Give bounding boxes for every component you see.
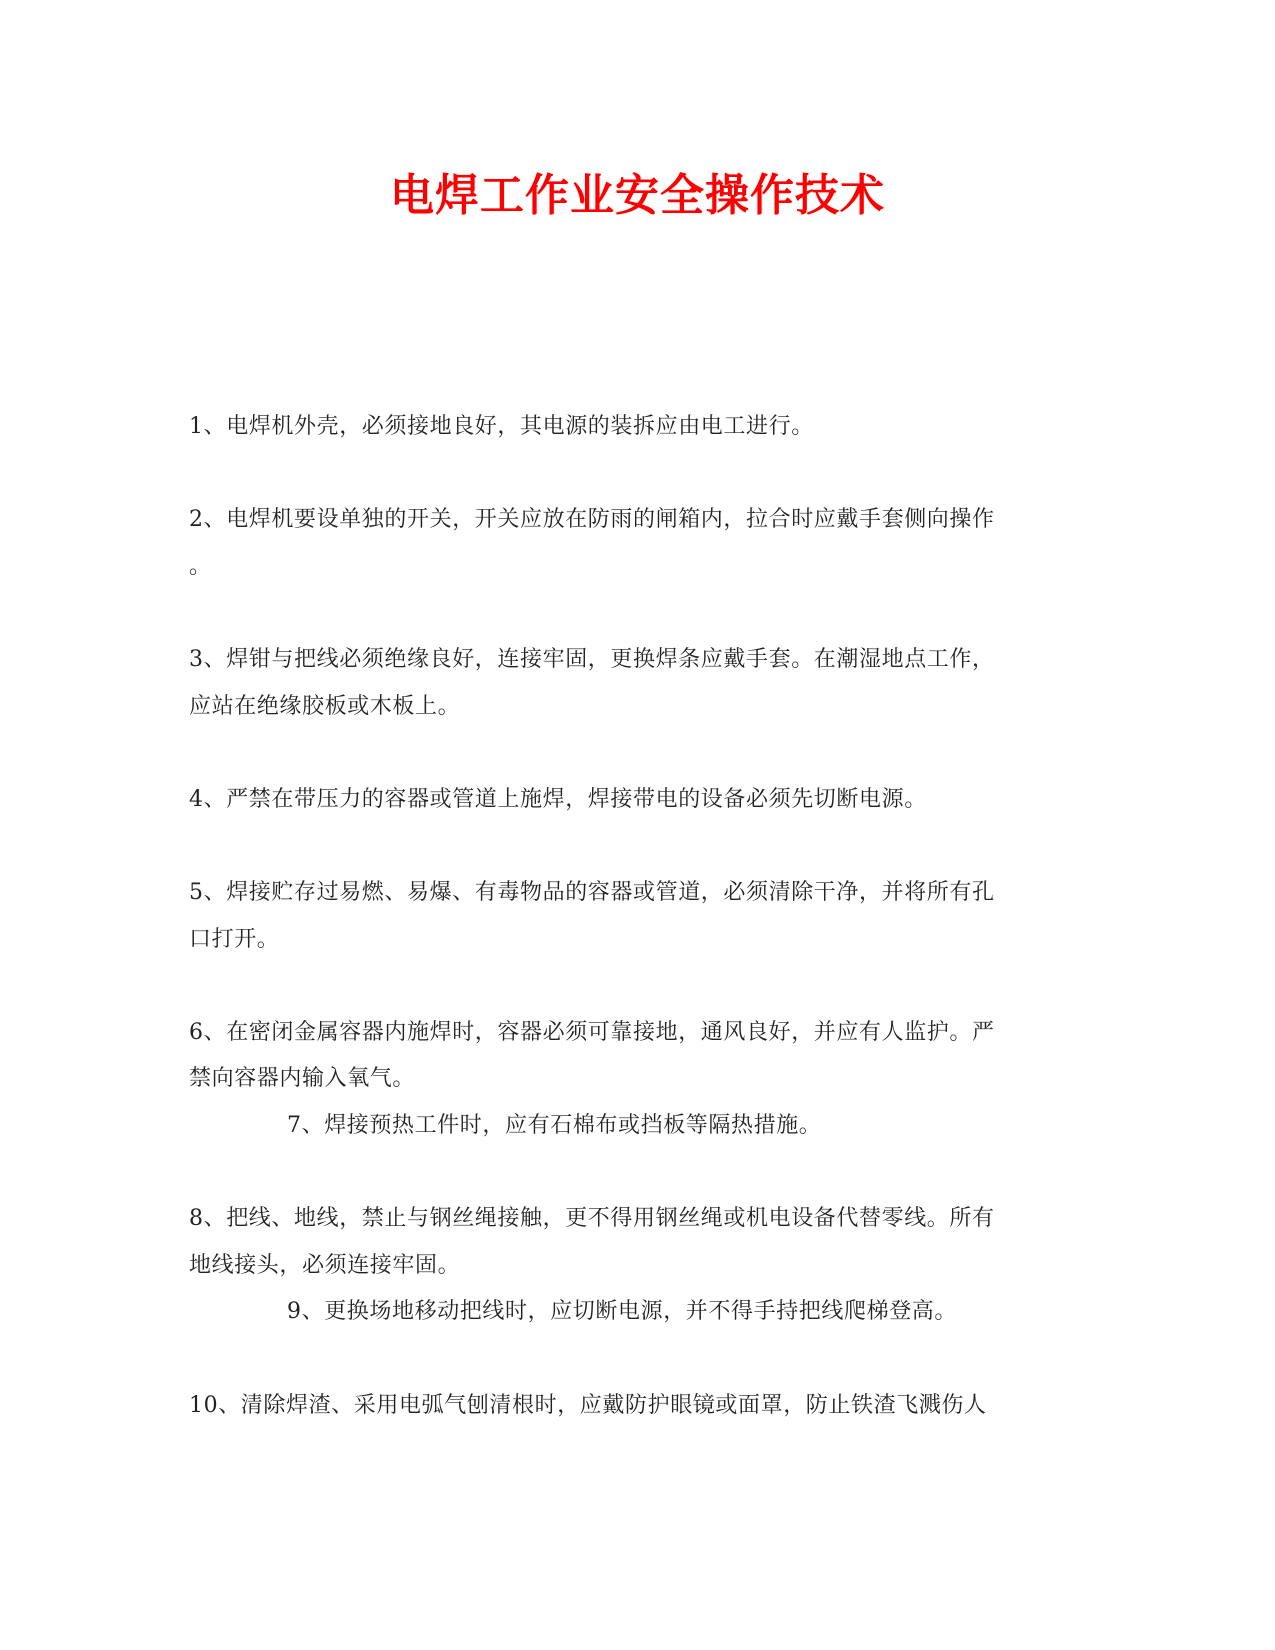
paragraph-6-line-1: 6、在密闭金属容器内施焊时，容器必须可靠接地，通风良好，并应有人监护。严 [189, 1020, 995, 1045]
paragraph-5-line-1: 5、焊接贮存过易燃、易爆、有毒物品的容器或管道，必须清除干净，并将所有孔 [189, 880, 995, 905]
paragraph-3-line-2: 应站在绝缘胶板或木板上。 [189, 694, 461, 719]
paragraph-9-line-1: 9、更换场地移动把线时，应切断电源，并不得手持把线爬梯登高。 [287, 1299, 957, 1324]
paragraph-5-line-2: 口打开。 [189, 927, 280, 952]
paragraph-10-line-1: 10、清除焊渣、采用电弧气刨清根时，应戴防护眼镜或面罩，防止铁渣飞溅伤人 [189, 1393, 987, 1418]
paragraph-2-line-2: 。 [189, 554, 212, 579]
paragraph-6-line-2: 禁向容器内输入氧气。 [189, 1066, 416, 1091]
paragraph-3-line-1: 3、焊钳与把线必须绝缘良好，连接牢固，更换焊条应戴手套。在潮湿地点工作， [189, 647, 995, 672]
paragraph-2-line-1: 2、电焊机要设单独的开关，开关应放在防雨的闸箱内，拉合时应戴手套侧向操作 [189, 507, 995, 532]
paragraph-1-line-1: 1、电焊机外壳，必须接地良好，其电源的装拆应由电工进行。 [189, 414, 814, 439]
paragraph-4-line-1: 4、严禁在带压力的容器或管道上施焊，焊接带电的设备必须先切断电源。 [189, 787, 927, 812]
paragraph-7-line-1: 7、焊接预热工件时，应有石棉布或挡板等隔热措施。 [287, 1113, 822, 1138]
document-title: 电焊工作业安全操作技术 [390, 170, 885, 221]
paragraph-8-line-2: 地线接头，必须连接牢固。 [189, 1253, 461, 1278]
paragraph-8-line-1: 8、把线、地线，禁止与钢丝绳接触，更不得用钢丝绳或机电设备代替零线。所有 [189, 1206, 995, 1231]
